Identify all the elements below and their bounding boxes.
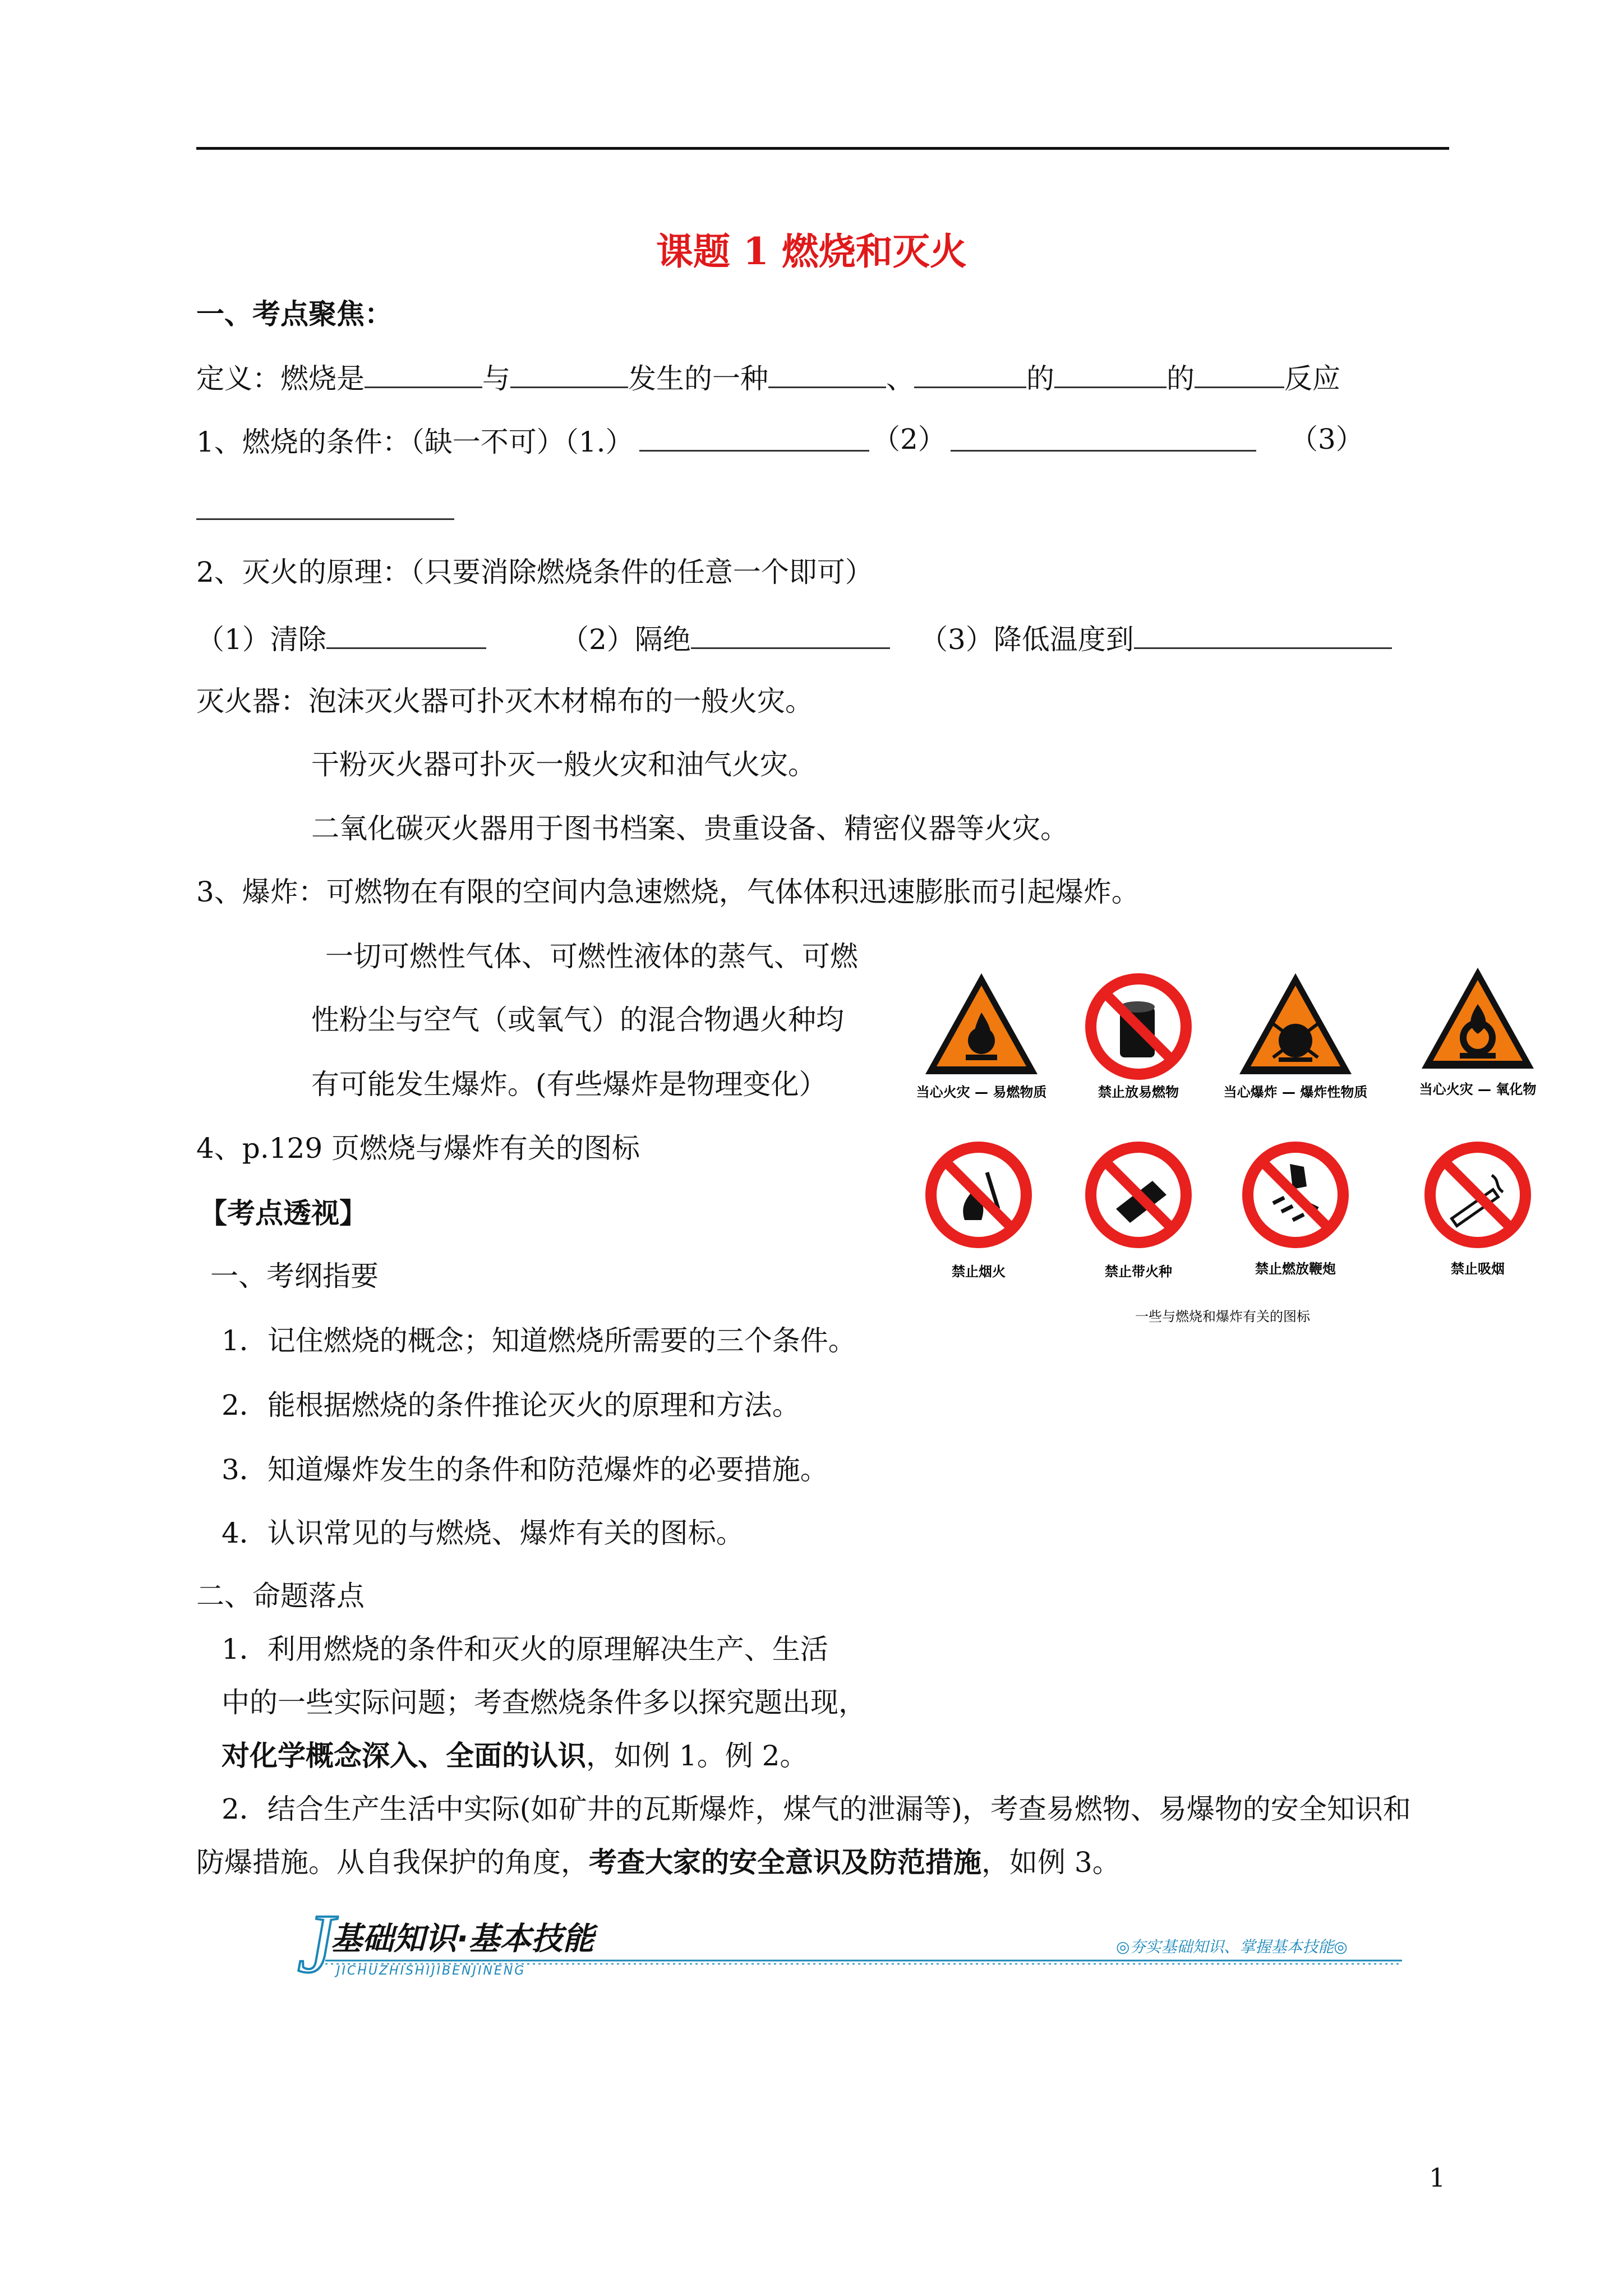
- warning-oxidizer-icon: [1422, 968, 1534, 1069]
- sign-caption-3: 当心爆炸 — 爆炸性物质: [1223, 1084, 1368, 1100]
- blank-4[interactable]: [914, 362, 1026, 388]
- sign-caption-1: 当心火灾 — 易燃物质: [916, 1084, 1047, 1100]
- def-text-a: 定义：燃烧是: [196, 362, 365, 395]
- outline-heading: 一、考纲指要: [210, 1260, 379, 1292]
- point-1-line-3: 对化学概念深入、全面的认识，如例 1。例 2。: [222, 1739, 808, 1772]
- safety-signs-graphic: [892, 962, 1593, 1332]
- point-1-line-2: 中的一些实际问题；考查燃烧条件多以探究题出现，: [222, 1686, 866, 1719]
- figure-caption: 一些与燃烧和爆炸有关的图标: [1135, 1309, 1310, 1324]
- point-2-line-1: 2．结合生产生活中实际(如矿井的瓦斯爆炸，煤气的泄漏等)，考查易燃物、易爆物的安全知识和: [222, 1793, 1411, 1825]
- explosion-line-4: 有可能发生爆炸。(有些爆炸是物理变化）: [311, 1068, 827, 1101]
- extinguisher-powder: 干粉灭火器可扑灭一般火灾和油气火灾。: [311, 748, 816, 781]
- blank-2[interactable]: [510, 362, 628, 388]
- header-rule: [196, 147, 1449, 150]
- blank-ext-1[interactable]: [326, 623, 486, 649]
- banner-title: 基础知识·基本技能: [331, 1921, 594, 1957]
- outline-item-2: 2．能根据燃烧的条件推论灭火的原理和方法。: [222, 1389, 800, 1421]
- extinguish-item-1: （1）清除: [196, 623, 486, 654]
- sign-caption-6: 禁止带火种: [1105, 1264, 1172, 1280]
- blank-cond-1[interactable]: [639, 425, 869, 452]
- blank-ext-3[interactable]: [1134, 623, 1392, 649]
- safety-signs-figure: [892, 962, 1593, 1332]
- no-ignition-source-icon: [1091, 1147, 1186, 1243]
- points-heading: 二、命题落点: [196, 1580, 365, 1612]
- no-open-flame-icon: [931, 1147, 1026, 1243]
- explosion-line-3: 性粉尘与空气（或氧气）的混合物遇火种均: [311, 1004, 844, 1036]
- blank-cond-2[interactable]: [951, 425, 1256, 456]
- blank-6[interactable]: [1195, 362, 1284, 388]
- section-heading-focus: 一、考点聚焦：: [196, 297, 393, 330]
- explosion-definition: 3、爆炸：可燃物在有限的空间内急速燃烧，气体体积迅速膨胀而引起爆炸。: [196, 876, 1140, 908]
- definition-line: [196, 362, 1340, 393]
- blank-1[interactable]: [365, 362, 482, 388]
- no-fireworks-icon: [1248, 1147, 1343, 1243]
- conditions-2-label: （2）: [872, 423, 946, 455]
- outline-item-3: 3．知道爆炸发生的条件和防范爆炸的必要措施。: [222, 1453, 828, 1486]
- banner-graphic: [292, 1904, 1413, 1989]
- blank-ext-2[interactable]: [691, 623, 890, 649]
- signs-reference: 4、p.129 页燃烧与爆炸有关的图标: [196, 1132, 640, 1165]
- blank-cond-3[interactable]: [196, 494, 454, 524]
- extinguish-item-2: （2）隔绝: [561, 623, 890, 654]
- def-text-c: 发生的一种: [628, 362, 768, 395]
- extinguisher-foam: 灭火器：泡沫灭火器可扑灭木材棉布的一般火灾。: [196, 685, 813, 717]
- outline-item-4: 4．认识常见的与燃烧、爆炸有关的图标。: [222, 1517, 744, 1549]
- perspective-heading: 【考点透视】: [199, 1197, 367, 1230]
- extinguish-item-3: （3）降低温度到: [920, 623, 1392, 654]
- def-text-d: 、: [886, 362, 914, 395]
- sign-caption-4: 当心火灾 — 氧化物: [1419, 1082, 1537, 1097]
- point-2-line-2: 防爆措施。从自我保护的角度，考查大家的安全意识及防范措施，如例 3。: [196, 1846, 1121, 1879]
- point-1-line-1: 1．利用燃烧的条件和灭火的原理解决生产、生活: [222, 1633, 828, 1665]
- warning-flammable-icon: [925, 973, 1038, 1074]
- conditions-3-label: （3）: [1290, 423, 1364, 455]
- def-text-g: 反应: [1284, 362, 1340, 395]
- def-text-f: 的: [1166, 362, 1195, 395]
- extinguish-principle: 2、灭火的原理：（只要消除燃烧条件的任意一个即可）: [196, 556, 873, 588]
- sign-caption-5: 禁止烟火: [952, 1264, 1006, 1280]
- banner-pinyin: JICHUZHISHIJIBENJINENG: [336, 1964, 526, 1978]
- blank-3[interactable]: [768, 362, 886, 388]
- section-banner: [292, 1904, 1413, 1989]
- no-flammables-icon: [1091, 979, 1186, 1074]
- sign-caption-7: 禁止燃放鞭炮: [1255, 1261, 1336, 1277]
- conditions-line: [196, 425, 869, 456]
- banner-slogan: ◎夯实基础知识、掌握基本技能◎: [1116, 1938, 1348, 1956]
- def-text-b: 与: [482, 362, 510, 395]
- blank-5[interactable]: [1054, 362, 1166, 388]
- no-smoking-icon: [1430, 1147, 1525, 1243]
- explosion-line-2: 一切可燃性气体、可燃性液体的蒸气、可燃: [325, 940, 858, 973]
- page-title: 课题 1 燃烧和灭火: [656, 229, 967, 273]
- conditions-lead: 1、燃烧的条件：（缺一不可）（1.）: [196, 426, 634, 458]
- sign-caption-8: 禁止吸烟: [1451, 1261, 1505, 1277]
- page-number: 1: [1429, 2162, 1446, 2193]
- warning-explosive-icon: [1239, 973, 1352, 1074]
- extinguisher-co2: 二氧化碳灭火器用于图书档案、贵重设备、精密仪器等火灾。: [311, 812, 1068, 845]
- outline-item-1: 1．记住燃烧的概念；知道燃烧所需要的三个条件。: [222, 1324, 856, 1357]
- def-text-e: 的: [1026, 362, 1054, 395]
- banner-j-logo: J: [297, 1904, 335, 1989]
- sign-caption-2: 禁止放易燃物: [1098, 1084, 1179, 1100]
